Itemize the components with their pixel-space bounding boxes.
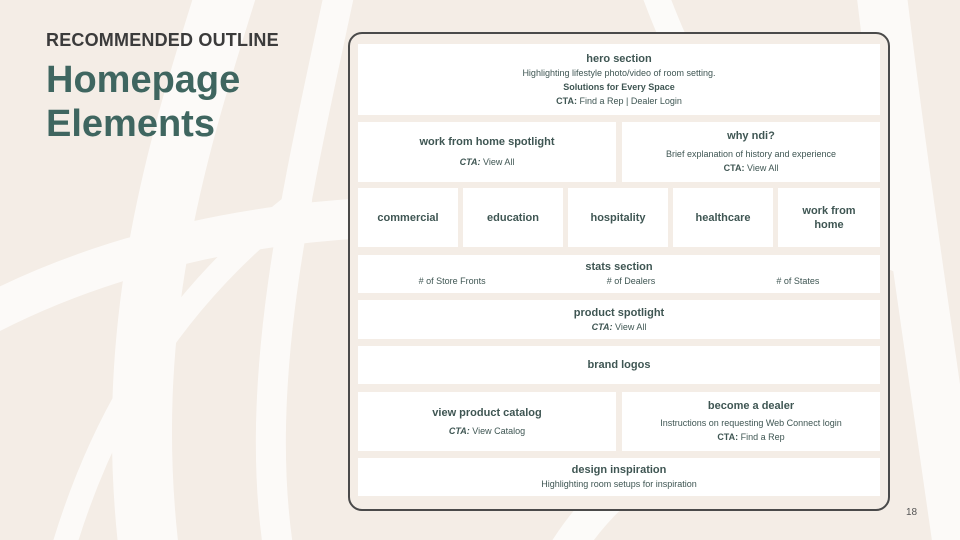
- product-spotlight-box: [358, 300, 880, 339]
- hero-description: Highlighting lifestyle photo/video of room setting.: [522, 67, 716, 78]
- why-ndi-cta-text: View All: [746, 163, 779, 173]
- category-healthcare-label: healthcare: [695, 211, 751, 224]
- product-catalog-heading: view product catalog: [432, 406, 542, 419]
- wfh-spotlight-cta-label: CTA:: [459, 157, 481, 167]
- hero-cta: [556, 94, 682, 108]
- wfh-spotlight-cta: [460, 155, 515, 169]
- become-dealer-cta-label: CTA:: [717, 432, 739, 442]
- hero-tagline: Solutions for Every Space: [563, 81, 675, 92]
- product-spotlight-cta: [592, 320, 647, 334]
- why-ndi-cta-label: CTA:: [723, 163, 745, 173]
- design-inspiration-description: Highlighting room setups for inspiration: [541, 479, 697, 489]
- hero-cta-label: CTA:: [556, 95, 577, 106]
- slide-title: Homepage Elements: [46, 59, 241, 145]
- why-ndi-cta: [724, 161, 779, 175]
- become-dealer-cta-text: Find a Rep: [740, 432, 785, 442]
- stats-items: [358, 274, 880, 288]
- page-number: 18: [906, 507, 918, 518]
- category-work-from-home-box: [778, 188, 880, 247]
- category-commercial-label: commercial: [377, 211, 439, 224]
- hero-cta-text: Find a Rep | Dealer Login: [579, 95, 682, 106]
- wfh-spotlight-box: [358, 122, 616, 182]
- product-spotlight-heading: product spotlight: [573, 306, 665, 319]
- category-hospitality-label: hospitality: [590, 211, 646, 224]
- become-dealer-heading: become a dealer: [707, 400, 795, 412]
- stat-store-fronts: # of Store Fronts: [418, 276, 486, 286]
- category-healthcare-box: [673, 188, 773, 247]
- product-catalog-cta-label: CTA:: [448, 425, 470, 436]
- product-spotlight-cta-text: View All: [614, 321, 647, 332]
- stats-section-box: [358, 255, 880, 293]
- brand-logos-heading: brand logos: [587, 359, 651, 371]
- category-work-from-home-label: work from home: [802, 204, 856, 231]
- become-dealer-cta: [717, 430, 784, 444]
- product-catalog-box: [358, 392, 616, 451]
- design-inspiration-box: [358, 458, 880, 496]
- become-dealer-box: [622, 392, 880, 451]
- why-ndi-box: [622, 122, 880, 182]
- stats-heading: stats section: [585, 261, 653, 273]
- why-ndi-description: Brief explanation of history and experience: [665, 149, 837, 159]
- wfh-spotlight-cta-text: View All: [482, 157, 515, 167]
- product-catalog-cta: [449, 424, 525, 438]
- stat-dealers: # of Dealers: [606, 276, 656, 286]
- brand-logos-box: [358, 346, 880, 384]
- category-hospitality-box: [568, 188, 668, 247]
- hero-heading: hero section: [586, 52, 652, 65]
- become-dealer-description: Instructions on requesting Web Connect login: [660, 418, 842, 428]
- wfh-spotlight-heading: work from home spotlight: [419, 136, 555, 148]
- category-commercial-box: [358, 188, 458, 247]
- hero-section-box: [358, 44, 880, 115]
- slide-eyebrow: RECOMMENDED OUTLINE: [46, 30, 279, 50]
- design-inspiration-heading: design inspiration: [571, 464, 667, 476]
- product-spotlight-cta-label: CTA:: [591, 321, 613, 332]
- category-education-box: [463, 188, 563, 247]
- why-ndi-heading: why ndi?: [727, 130, 775, 142]
- product-catalog-cta-text: View Catalog: [472, 425, 526, 436]
- stat-states: # of States: [776, 276, 820, 286]
- category-education-label: education: [487, 211, 539, 224]
